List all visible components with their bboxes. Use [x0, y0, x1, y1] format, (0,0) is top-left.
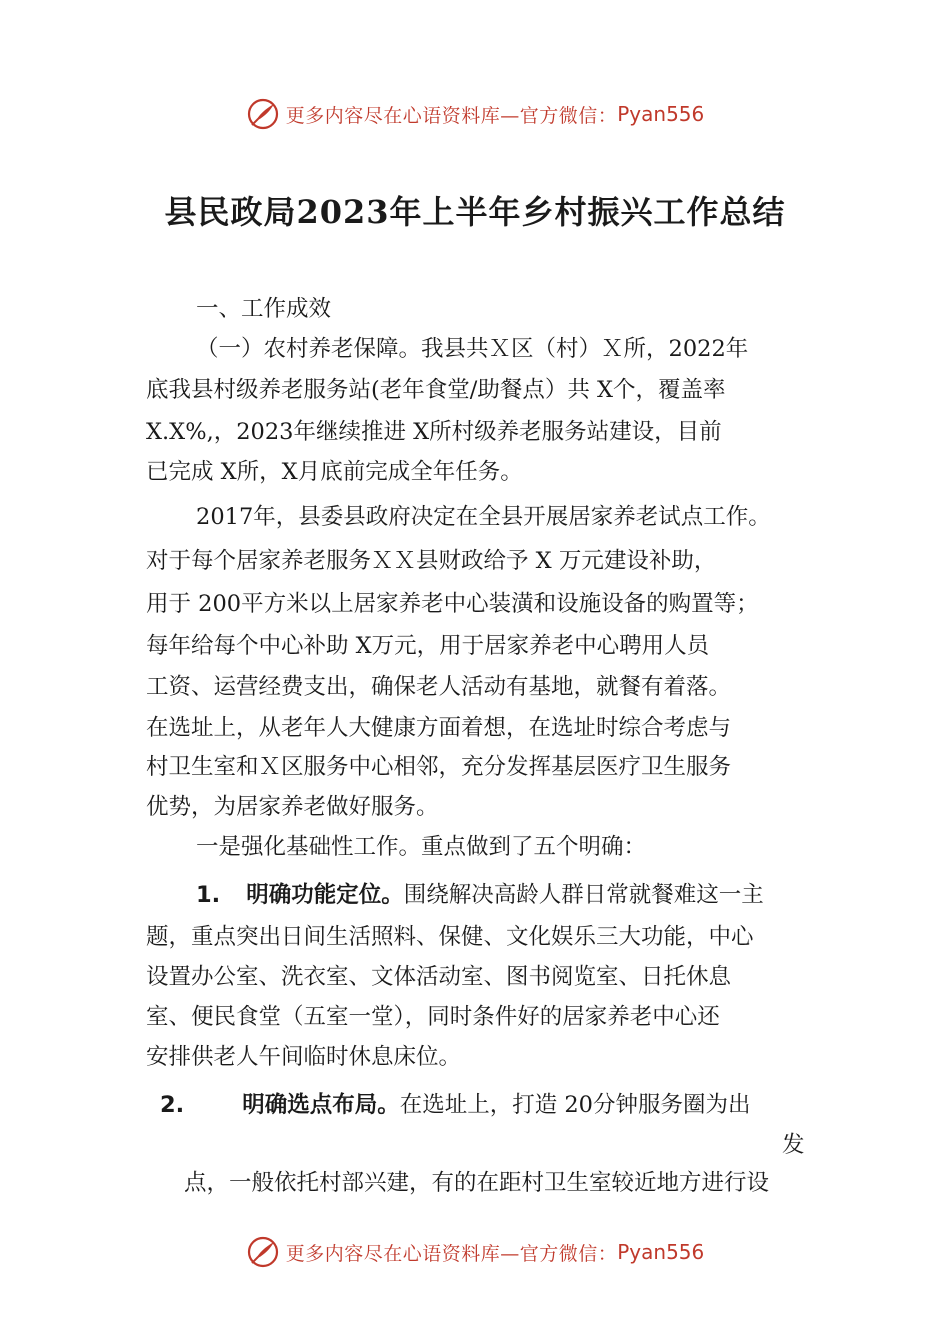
paragraph-line: 发	[782, 1132, 805, 1158]
paragraph-line: 一是强化基础性工作。重点做到了五个明确：	[196, 834, 647, 860]
paragraph-line: X.X%,，2023年继续推进 X所村级养老服务站建设，目前	[146, 419, 722, 445]
section-heading: 一、工作成效	[196, 296, 332, 322]
item-heading: 明确选点布局。	[242, 1092, 400, 1118]
paragraph-line: 工资、运营经费支出，确保老人活动有基地，就餐有着落。	[146, 674, 732, 700]
paragraph-line: 每年给每个中心补助 X万元，用于居家养老中心聘用人员	[146, 633, 710, 659]
paragraph-line: 安排供老人午间临时休息床位。	[146, 1044, 462, 1070]
paragraph-line: 用于 200平方米以上居家养老中心装潢和设施设备的购置等；	[146, 591, 759, 617]
paragraph-line: 村卫生室和Ｘ区服务中心相邻，充分发挥基层医疗卫生服务	[146, 754, 732, 780]
paragraph-line: 设置办公室、洗衣室、文体活动室、图书阅览室、日托休息	[146, 964, 732, 990]
wechat-id: Pyan556	[617, 1240, 705, 1264]
paragraph-line: 已完成 X所，X月底前完成全年任务。	[146, 459, 523, 485]
paragraph-line: 题，重点突出日间生活照料、保健、文化娱乐三大功能，中心	[146, 924, 754, 950]
item-text: 在选址上，打造 20分钟服务圈为出	[399, 1092, 751, 1118]
numbered-item-1	[196, 880, 764, 910]
paragraph-line: 优势，为居家养老做好服务。	[146, 794, 439, 820]
item-number: 1.	[196, 882, 221, 908]
document-title: 县民政局2023年上半年乡村振兴工作总结	[164, 193, 786, 231]
item-number: 2.	[160, 1092, 185, 1118]
item-heading: 明确功能定位。	[246, 882, 404, 908]
watermark-banner-top	[0, 94, 950, 134]
paragraph-line: （一）农村养老保障。我县共Ｘ区（村）Ｘ所，2022年	[196, 336, 749, 362]
paragraph-line: 点，一般依托村部兴建，有的在距村卫生室较近地方进行设	[184, 1170, 770, 1196]
paragraph-line: 室、便民食堂（五室一堂），同时条件好的居家养老中心还	[146, 1004, 720, 1030]
watermark-banner-bottom	[0, 1232, 950, 1272]
watermark-text: 更多内容尽在心语资料库—官方微信：	[285, 1242, 618, 1265]
paragraph-line: 底我县村级养老服务站(老年食堂/助餐点）共 X个，覆盖率	[146, 377, 726, 403]
paragraph-line: 在选址上，从老年人大健康方面着想，在选址时综合考虑与	[146, 715, 732, 741]
numbered-item-2	[160, 1090, 751, 1120]
quill-logo-icon	[246, 1235, 280, 1269]
watermark-text: 更多内容尽在心语资料库—官方微信：	[285, 104, 618, 127]
paragraph-line: 2017年，县委县政府决定在全县开展居家养老试点工作。	[196, 504, 771, 530]
wechat-id: Pyan556	[617, 102, 705, 126]
item-text: 围绕解决高龄人群日常就餐难这一主	[403, 882, 764, 908]
quill-logo-icon	[246, 97, 280, 131]
paragraph-line: 对于每个居家养老服务ＸＸ县财政给予 X 万元建设补助，	[146, 548, 717, 574]
